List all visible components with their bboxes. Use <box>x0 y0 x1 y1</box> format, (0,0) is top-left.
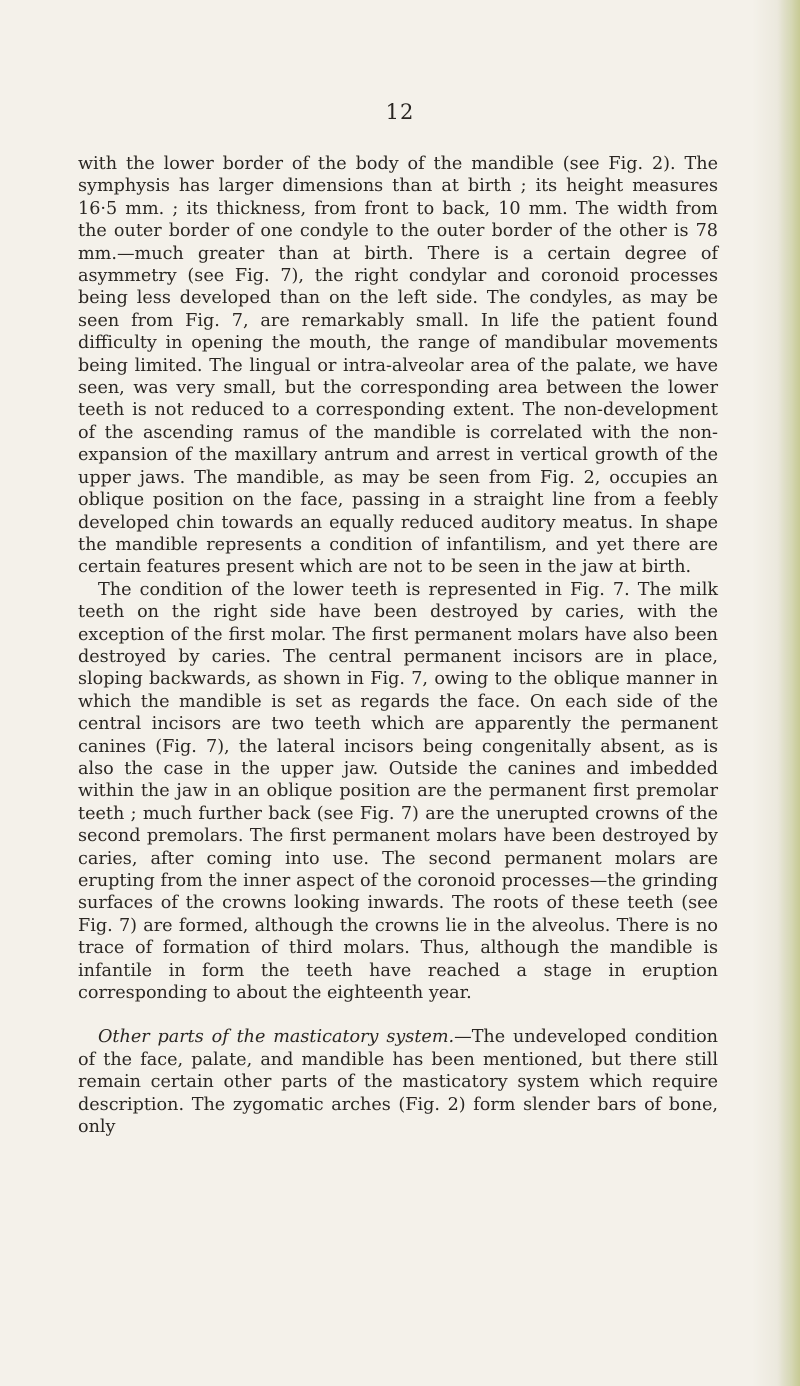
page-edge-shadow <box>778 0 800 1386</box>
paragraph-masticatory-system <box>78 1026 718 1138</box>
paragraph-mandible: with the lower border of the body of the mandible (see Fig. 2). The symphysis has larger dimensions than at birth ; its height measures 16·5 mm. ; its thickness, from front to back, 10 mm. The width from the outer border of one condyle to the outer border of the other is 78 mm.—much greater than at birth. There is a certain degree of asymmetry (see Fig. 7), the right condylar and coronoid processes being less developed than on the left side. The condyles, as may be seen from Fig. 7, are remarkably small. In life the patient found difficulty in opening the mouth, the range of mandibular movements being limited. The lingual or intra-alveolar area of the palate, we have seen, was very small, but the corresponding area between the lower teeth is not reduced to a corresponding extent. The non-development of the ascending ramus of the mandible is correlated with the non-expansion of the maxillary antrum and arrest in vertical growth of the upper jaws. The mandible, as may be seen from Fig. 2, occupies an oblique position on the face, passing in a straight line from a feebly developed chin towards an equally reduced auditory meatus. In shape the mandible represents a condition of infantilism, and yet there are certain features present which are not to be seen in the jaw at birth. <box>78 154 718 578</box>
page-number: 12 <box>385 100 415 124</box>
paragraph-lower-teeth: The condition of the lower teeth is represented in Fig. 7. The milk teeth on the right side have been destroyed by caries, with the exception of the first molar. The first permanent molars have also been destroyed by caries. The central permanent incisors are in place, sloping backwards, as shown in Fig. 7, owing to the oblique manner in which the mandible is set as regards the face. On each side of the central incisors are two teeth which are apparently the permanent canines (Fig. 7), the lateral incisors being congenitally absent, as is also the case in the upper jaw. Outside the canines and imbedded within the jaw in an oblique position are the permanent first premolar teeth ; much further back (see Fig. 7) are the unerupted crowns of the second premolars. The first permanent molars have been destroyed by caries, after coming into use. The second permanent molars are erupting from the inner aspect of the coronoid processes—the grinding surfaces of the crowns looking inwards. The roots of these teeth (see Fig. 7) are formed, although the crowns lie in the alveolus. There is no trace of formation of third molars. Thus, although the mandible is infantile in form the teeth have reached a stage in eruption corresponding to about the eighteenth year. <box>78 579 718 1004</box>
body-text <box>78 153 718 1138</box>
paragraph-masticatory-text: —The undeveloped condition of the face, palate, and mandible has been mentioned, but there still remain certain other parts of the masticatory system which require description. The zygomatic arches (Fig. 2) form slender bars of bone, only <box>78 1027 718 1138</box>
section-heading: Other parts of the masticatory system. <box>98 1027 455 1048</box>
